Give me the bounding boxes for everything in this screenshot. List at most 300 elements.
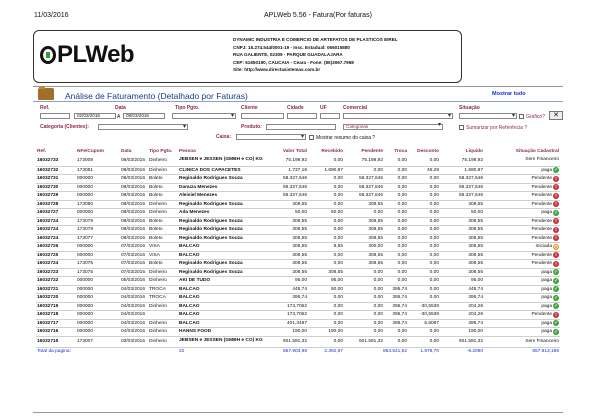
cidade-label: Cidade <box>287 105 304 111</box>
table-cell: 173008 <box>76 155 120 166</box>
table-cell: 0,00 <box>384 277 408 286</box>
table-cell: 1.737,16 <box>268 166 308 175</box>
table-cell: 0,00 <box>308 319 344 328</box>
table-cell: 16032717 <box>36 319 76 328</box>
table-cell: 16032716 <box>36 328 76 337</box>
table-row[interactable] <box>36 183 560 192</box>
check-icon[interactable]: ✓ <box>554 328 558 334</box>
status-cell <box>484 302 560 311</box>
table-cell: 000000 <box>76 243 120 252</box>
total-cell: 853.541,52 <box>382 349 407 354</box>
table-cell: 0,00 <box>308 311 344 320</box>
column-header[interactable]: Data <box>121 149 132 154</box>
produto-label: Produto: <box>241 124 262 130</box>
table-cell: 08/03/2016 <box>120 200 148 209</box>
alert-icon[interactable]: ! <box>553 235 559 241</box>
table-cell: 173,7062 <box>268 302 308 311</box>
table-cell: 16032718 <box>36 311 76 320</box>
produto-input[interactable] <box>266 124 336 130</box>
table-cell: 16032732 <box>36 166 76 175</box>
table-cell: Boleto <box>148 183 178 192</box>
table-row[interactable] <box>36 217 560 226</box>
table-cell: 0,00 <box>384 200 408 209</box>
company-info <box>233 36 398 74</box>
status-cell <box>484 217 560 226</box>
table-cell: 04/03/2016 <box>120 311 148 320</box>
company-cep: CEP: 61650190, CAUCAIA - Ceara - Fone: (85)3067.7968 <box>233 59 354 65</box>
table-row[interactable] <box>36 260 560 269</box>
table-cell: 0,00 <box>384 234 408 243</box>
table-cell: 173,7062 <box>268 311 308 320</box>
table-cell: Dinheiro <box>148 209 178 218</box>
print-date: 11/03/2016 <box>34 12 69 19</box>
table-cell: 000000 <box>76 277 120 286</box>
table-cell: 16032731 <box>36 175 76 184</box>
table-cell: 173076 <box>76 260 120 269</box>
table-cell: 04/03/2016 <box>120 294 148 303</box>
table-cell: TROCA <box>148 294 178 303</box>
status-cell <box>484 268 560 277</box>
table-cell: 0,00 <box>384 251 408 260</box>
caixa-select[interactable] <box>236 134 306 140</box>
status-cell <box>484 277 560 286</box>
table-cell: BALCAO <box>178 294 268 303</box>
table-cell: 07/03/2016 <box>120 268 148 277</box>
status-cell <box>484 155 560 166</box>
table-cell: 445,74 <box>440 285 484 294</box>
table-cell: 46,29 <box>408 166 440 175</box>
table-row[interactable] <box>36 285 560 294</box>
company-header <box>33 30 462 83</box>
table-cell: 06/03/2016 <box>120 155 148 166</box>
table-cell: 0,00 <box>384 226 408 235</box>
status-cell <box>484 336 560 347</box>
status-cell <box>484 209 560 218</box>
table-cell: BALCAO <box>178 319 268 328</box>
table-row[interactable] <box>36 328 560 337</box>
table-cell: 308,55 <box>344 260 384 269</box>
table-row[interactable] <box>36 243 560 252</box>
table-cell: 308,55 <box>308 268 344 277</box>
table-cell: 0,00 <box>408 234 440 243</box>
table-cell: 08/03/2016 <box>120 226 148 235</box>
table-cell: 0,00 <box>344 209 384 218</box>
alert-icon[interactable]: ! <box>553 201 559 207</box>
table-row[interactable] <box>36 226 560 235</box>
table-cell: 08/03/2016 <box>120 217 148 226</box>
divider <box>33 86 563 87</box>
table-cell: 04/03/2016 <box>120 328 148 337</box>
table-cell: Reginaldo Rodrigues Souza <box>178 217 268 226</box>
table-cell: 08/03/2016 <box>120 192 148 201</box>
table-cell: 0,00 <box>344 268 384 277</box>
table-row[interactable] <box>36 166 560 175</box>
column-header[interactable]: Pendente <box>361 149 383 154</box>
table-cell: 16032726 <box>36 243 76 252</box>
column-header[interactable]: Ref. <box>37 149 47 154</box>
table-cell: Dinheiro <box>148 319 178 328</box>
table-row[interactable] <box>36 268 560 277</box>
categoria-clientes-select[interactable] <box>98 124 188 130</box>
table-cell: 08/03/2016 <box>120 234 148 243</box>
check-icon[interactable]: ✓ <box>554 320 558 326</box>
check-icon[interactable]: ✓ <box>554 294 558 300</box>
table-cell: 16032724 <box>36 226 76 235</box>
status-text: paga <box>541 167 552 173</box>
status-text: Pendente <box>531 227 552 233</box>
table-cell: 0,00 <box>408 217 440 226</box>
table-cell: 16032730 <box>36 183 76 192</box>
check-icon[interactable]: ✓ <box>554 286 558 292</box>
table-row[interactable] <box>36 175 560 184</box>
table-cell: 0,00 <box>344 166 384 175</box>
table-cell: 58.327,646 <box>344 183 384 192</box>
table-cell: 0,00 <box>384 175 408 184</box>
situacao-label: Situação <box>459 105 480 111</box>
status-text: paga <box>541 329 552 335</box>
table-cell: 5,6087 <box>408 319 440 328</box>
table-cell: 000000 <box>76 302 120 311</box>
status-text: Pendente <box>531 201 552 207</box>
data-label: Data <box>115 105 126 111</box>
grafico-label: Gráfico? <box>526 114 545 120</box>
table-row[interactable] <box>36 200 560 209</box>
grafico-checkbox[interactable] <box>519 114 524 119</box>
table-row[interactable] <box>36 209 560 218</box>
table-cell: 8,55 <box>308 243 344 252</box>
table-cell: 0,00 <box>384 328 408 337</box>
table-cell: 58.327,646 <box>344 175 384 184</box>
divider <box>33 412 563 413</box>
table-cell: 16032724 <box>36 234 76 243</box>
column-header[interactable]: Liquido <box>465 149 483 154</box>
table-cell: 58.327,646 <box>268 192 308 201</box>
table-cell: Dinheiro <box>148 277 178 286</box>
uf-input[interactable] <box>320 113 340 119</box>
table-cell: 1.690,87 <box>308 166 344 175</box>
table-cell: 0,00 <box>308 260 344 269</box>
cliente-input[interactable] <box>241 113 284 119</box>
table-cell: 0,00 <box>308 302 344 311</box>
table-cell: 16032727 <box>36 209 76 218</box>
table-cell: 0,00 <box>408 192 440 201</box>
table-cell: 395,74 <box>384 285 408 294</box>
check-icon[interactable]: ✓ <box>554 167 558 173</box>
check-icon[interactable]: ✓ <box>554 303 558 309</box>
column-header[interactable]: Recebido <box>321 149 343 154</box>
status-text: Sem Financeiro <box>525 157 559 163</box>
table-cell: 0,00 <box>384 260 408 269</box>
column-header[interactable]: NFe/Cupom <box>77 149 104 154</box>
table-cell: 95,00 <box>268 277 308 286</box>
show-all-link[interactable]: Mostrar tudo <box>492 91 526 97</box>
table-cell: 16032724 <box>36 260 76 269</box>
table-row[interactable] <box>36 277 560 286</box>
table-row[interactable] <box>36 311 560 320</box>
table-row[interactable] <box>36 336 560 347</box>
table-cell: 308,55 <box>268 251 308 260</box>
table-cell: AKI DE TUDO <box>178 277 268 286</box>
check-icon[interactable]: ✓ <box>554 277 558 283</box>
total-cell: 857.913,188 <box>532 349 559 354</box>
table-cell: 395,74 <box>384 319 408 328</box>
table-cell: 16032733 <box>36 155 76 166</box>
company-site: Site: http://www.directasistemas.com.br <box>233 67 321 72</box>
comercial-select[interactable] <box>343 113 453 119</box>
table-cell: 308,55 <box>440 251 484 260</box>
table-cell: HANNS FOOD <box>178 328 268 337</box>
status-cell <box>484 328 560 337</box>
table-cell: 0,00 <box>384 217 408 226</box>
table-cell: 75.198,92 <box>268 155 308 166</box>
status-text: paga <box>541 210 552 216</box>
clear-filters-icon[interactable]: ✕ <box>549 111 563 120</box>
ref-input[interactable] <box>40 113 70 119</box>
table-cell: 308,55 <box>344 251 384 260</box>
table-cell: 95,00 <box>308 277 344 286</box>
status-text: Iniciada <box>535 244 552 250</box>
table-cell: 308,55 <box>440 226 484 235</box>
caixa-label: Caixa: <box>216 134 232 140</box>
company-logo: PLWeb <box>40 41 134 69</box>
situacao-select[interactable] <box>459 113 517 119</box>
check-icon[interactable]: ✓ <box>554 269 558 275</box>
cliente-label: Cliente <box>241 105 258 111</box>
table-cell: 0,00 <box>344 328 384 337</box>
table-cell: 000000 <box>76 175 120 184</box>
table-cell: 0,00 <box>308 294 344 303</box>
table-cell: 308,55 <box>268 234 308 243</box>
alert-icon[interactable]: ! <box>553 261 559 267</box>
status-text: Pendente <box>531 235 552 241</box>
table-cell: 000000 <box>76 294 120 303</box>
table-cell: 08/03/2016 <box>120 175 148 184</box>
table-cell: 16032723 <box>36 268 76 277</box>
status-cell <box>484 175 560 184</box>
table-cell: 000000 <box>76 328 120 337</box>
table-cell: 308,55 <box>268 260 308 269</box>
table-row[interactable] <box>36 155 560 166</box>
table-cell: Boleto <box>148 175 178 184</box>
table-cell: JEBSEN e JESSEN (GMBH e CO) KG <box>178 155 268 166</box>
table-cell: 0,00 <box>308 336 344 347</box>
status-text: paga <box>541 286 552 292</box>
company-address: RUA GALIENTE, 02309 - PARQUE GUADALAJARA <box>233 52 343 57</box>
column-header[interactable]: Desconto <box>417 149 439 154</box>
table-cell: 0,00 <box>308 175 344 184</box>
table-cell: 0,00 <box>408 200 440 209</box>
table-cell: 0,00 <box>408 277 440 286</box>
table-cell: 0,00 <box>384 183 408 192</box>
comercial-label: Comercial <box>343 105 368 111</box>
check-icon[interactable]: ✓ <box>554 209 558 215</box>
table-cell: 308,55 <box>344 200 384 209</box>
company-name: DYNAMIC INDUSTRIA E COMERCIO DE ARTEFATOS DE PLASTICOS EIREL <box>233 37 398 42</box>
table-cell: 0,00 <box>308 217 344 226</box>
table-cell: 308,55 <box>268 226 308 235</box>
status-text: paga <box>541 295 552 301</box>
table-cell: 395,74 <box>440 294 484 303</box>
table-cell: 07/03/2016 <box>120 251 148 260</box>
table-cell: 75.198,92 <box>440 155 484 166</box>
status-cell <box>484 183 560 192</box>
table-cell: 173007 <box>76 336 120 347</box>
table-cell: 1.690,87 <box>440 166 484 175</box>
resumo-caixa-checkbox[interactable] <box>309 135 314 140</box>
company-cnpj: CNPJ: 15.274.544/0001-19 - Insc. Estadual: 066015880 <box>233 44 350 50</box>
table-cell: -30,5538 <box>408 311 440 320</box>
table-cell: 16032729 <box>36 192 76 201</box>
table-cell: 308,55 <box>440 234 484 243</box>
table-cell: 50,00 <box>440 209 484 218</box>
print-title: APLWeb 5.56 - Fatura(Por faturas) <box>264 12 372 19</box>
table-cell: 07/03/2016 <box>120 243 148 252</box>
divider <box>33 101 563 102</box>
table-cell: 401,3487 <box>268 319 308 328</box>
table-cell: 0,00 <box>384 166 408 175</box>
table-cell: 58.327,646 <box>440 192 484 201</box>
table-cell: 190,00 <box>440 328 484 337</box>
table-cell: 04/03/2016 <box>120 302 148 311</box>
table-cell: 173078 <box>76 226 120 235</box>
status-cell <box>484 166 560 175</box>
table-cell: 04/03/2016 <box>120 319 148 328</box>
status-text: Pendente <box>531 176 552 182</box>
date-from-input[interactable]: 02/03/2016 <box>74 113 116 119</box>
column-header[interactable]: Tipo Pgto. <box>149 149 173 154</box>
alert-icon[interactable]: ! <box>553 193 559 199</box>
status-cell <box>484 243 560 252</box>
invoice-table <box>36 148 560 356</box>
table-cell: 445,74 <box>268 285 308 294</box>
table-cell: 0,00 <box>308 200 344 209</box>
column-header[interactable]: Pessoa <box>179 149 196 154</box>
table-cell: 308,55 <box>268 268 308 277</box>
table-cell: 08/03/2016 <box>120 183 148 192</box>
table-cell: 601.591,32 <box>344 336 384 347</box>
table-row[interactable] <box>36 234 560 243</box>
alert-icon[interactable]: ! <box>553 218 559 224</box>
alert-icon[interactable]: ! <box>553 227 559 233</box>
status-cell <box>484 200 560 209</box>
status-text: paga <box>541 278 552 284</box>
print-header <box>0 0 600 22</box>
table-cell: 50,00 <box>268 209 308 218</box>
table-cell: 50,00 <box>308 209 344 218</box>
tipo-pgto-select[interactable] <box>172 113 236 119</box>
status-text: Sem Financeiro <box>525 338 559 344</box>
table-cell: 16032719 <box>36 302 76 311</box>
table-cell: Dinheiro <box>148 155 178 166</box>
table-cell: 000000 <box>76 285 120 294</box>
column-header[interactable]: Valor Total <box>282 149 307 154</box>
categorias-select[interactable]: Categorias ▾ <box>343 124 443 130</box>
table-cell: 000000 <box>76 183 120 192</box>
ref-label: Ref. <box>40 105 50 111</box>
table-cell: 16032728 <box>36 200 76 209</box>
clock-icon[interactable]: ◷ <box>554 243 558 249</box>
table-cell: 308,55 <box>440 217 484 226</box>
table-cell: 0,00 <box>384 336 408 347</box>
table-cell: 0,00 <box>344 319 384 328</box>
table-cell: 000000 <box>76 251 120 260</box>
table-cell: 16032722 <box>36 277 76 286</box>
status-text: paga <box>541 303 552 309</box>
table-row[interactable] <box>36 251 560 260</box>
alert-icon[interactable]: ! <box>553 252 559 258</box>
table-cell: 0,00 <box>344 302 384 311</box>
column-header[interactable]: Troca <box>394 149 407 154</box>
table-cell: 0,00 <box>308 226 344 235</box>
table-cell: 16032724 <box>36 217 76 226</box>
table-cell: 395,74 <box>384 311 408 320</box>
table-cell: 0,00 <box>408 260 440 269</box>
table-row[interactable] <box>36 319 560 328</box>
table-cell: CLINICA DOS CAPACETES <box>178 166 268 175</box>
table-cell: 0,00 <box>344 311 384 320</box>
alert-icon[interactable]: ! <box>553 176 559 182</box>
table-cell: Dinheiro <box>148 166 178 175</box>
resumo-caixa-label: Mostrar resumo do caixa ? <box>316 135 376 141</box>
status-text: Pendente <box>531 252 552 258</box>
table-cell: 58.327,646 <box>440 183 484 192</box>
table-cell: Dinheiro <box>148 336 178 347</box>
total-cell: 857.903,98 <box>282 349 307 354</box>
table-cell: 190,00 <box>268 328 308 337</box>
uf-label: UF <box>320 105 327 111</box>
table-cell: 0,00 <box>384 209 408 218</box>
date-to-input[interactable]: 08/03/2016 <box>123 113 165 119</box>
status-cell <box>484 234 560 243</box>
alert-icon[interactable]: ! <box>553 312 559 318</box>
column-header[interactable]: Situação Cadastral <box>515 149 559 154</box>
table-cell: 16032721 <box>36 285 76 294</box>
table-cell: 0,00 <box>408 336 440 347</box>
sumarizar-checkbox[interactable] <box>459 125 464 130</box>
table-row[interactable] <box>36 294 560 303</box>
table-cell: Boleto <box>148 234 178 243</box>
table-cell: 0,00 <box>308 251 344 260</box>
table-cell: Ada Menezes <box>178 209 268 218</box>
date-range-separator: A <box>117 114 121 120</box>
table-cell: 173081 <box>76 166 120 175</box>
table-cell: Reginaldo Rodrigues Souza <box>178 268 268 277</box>
table-cell: 173079 <box>76 217 120 226</box>
cidade-input[interactable] <box>287 113 317 119</box>
table-cell: 16032725 <box>36 251 76 260</box>
total-row <box>36 347 560 356</box>
table-cell: -30,5538 <box>408 302 440 311</box>
table-cell: 308,55 <box>440 243 484 252</box>
table-cell: 395,74 <box>440 319 484 328</box>
table-cell: 300,00 <box>344 243 384 252</box>
categoria-clientes-label: Categoria (Clientes): <box>40 124 89 130</box>
table-cell: 395,74 <box>384 294 408 303</box>
table-cell: 58.327,646 <box>344 192 384 201</box>
table-cell: 05/03/2016 <box>120 277 148 286</box>
table-cell: 0,00 <box>408 226 440 235</box>
table-cell: 0,00 <box>384 192 408 201</box>
table-cell: Reginaldo Rodrigues Souza <box>178 175 268 184</box>
table-cell: Aleisiel Menezes <box>178 192 268 201</box>
alert-icon[interactable]: ! <box>553 184 559 190</box>
table-row[interactable] <box>36 192 560 201</box>
table-cell: 0,00 <box>408 268 440 277</box>
table-cell: Dinheiro <box>148 268 178 277</box>
table-cell: Dinheiro <box>148 302 178 311</box>
table-row[interactable] <box>36 302 560 311</box>
table-cell: 08/03/2016 <box>120 166 148 175</box>
